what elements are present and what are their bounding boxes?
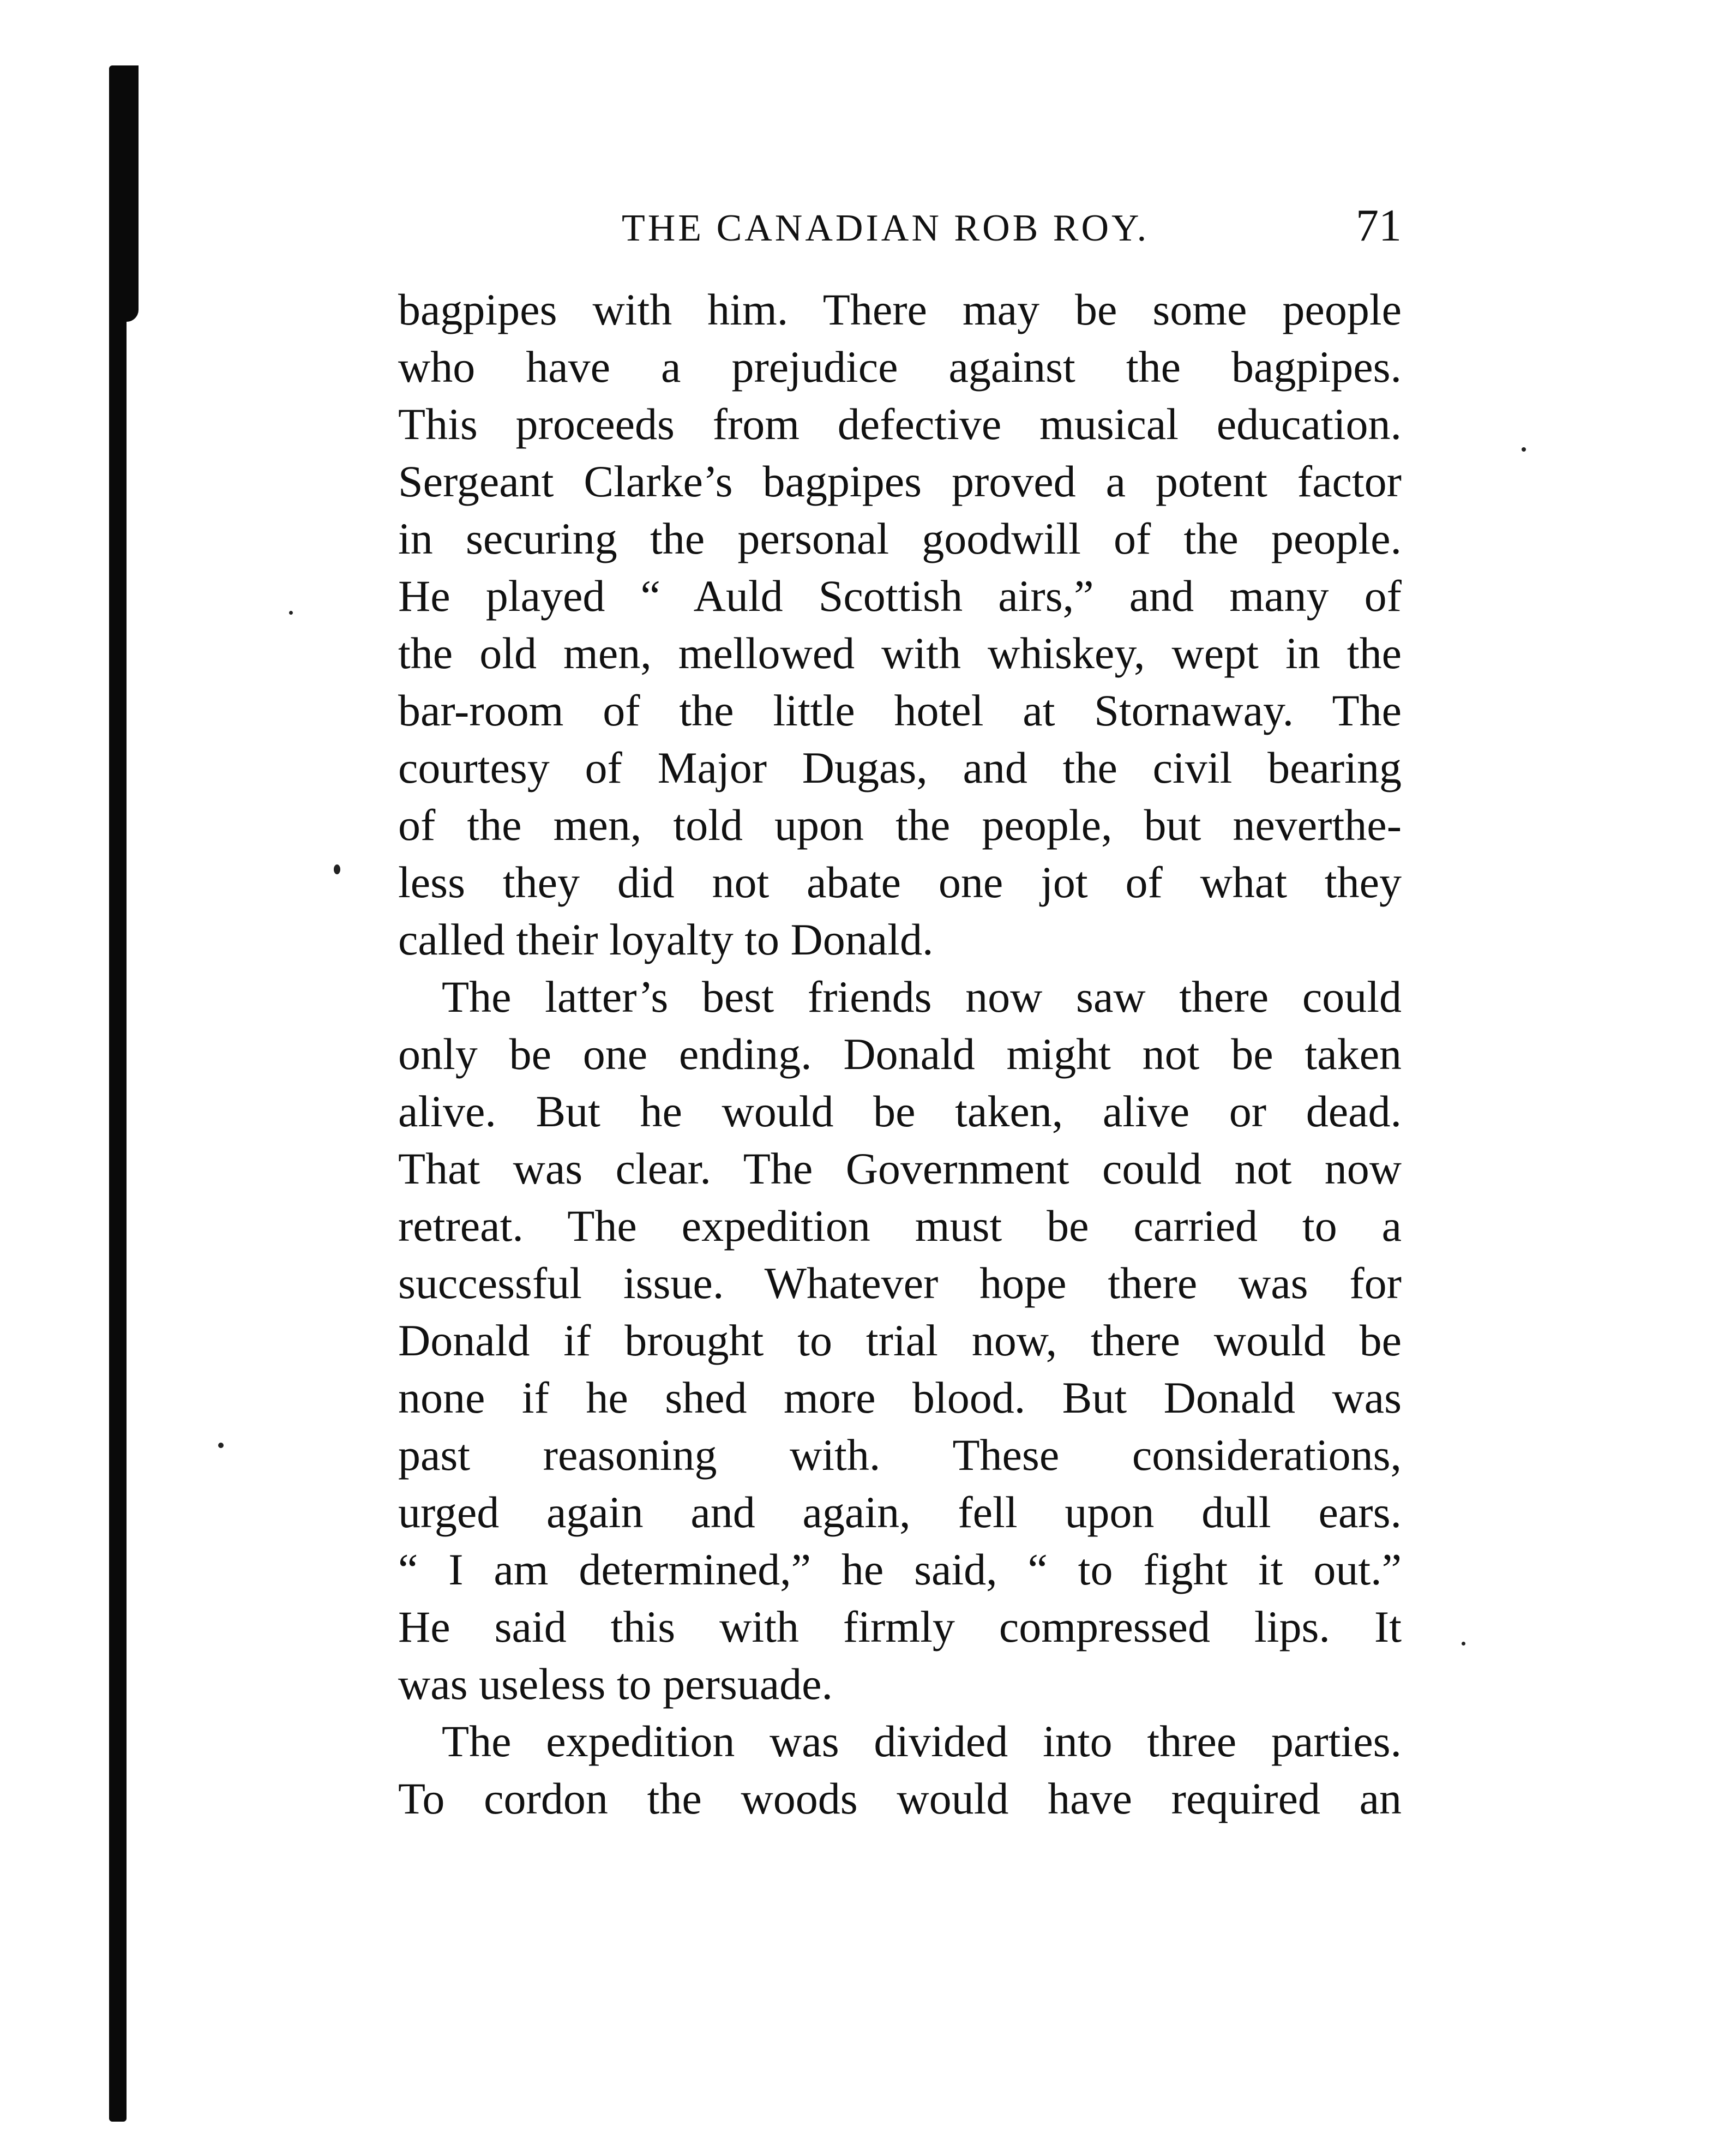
text-line: To cordon the woods would have required an	[398, 1774, 1402, 1823]
text-line: “ I am determined,” he said, “ to fight it out.”	[398, 1545, 1402, 1594]
paragraph	[398, 281, 1402, 968]
paragraph	[398, 1713, 1402, 1827]
text-line: Sergeant Clarke’s bagpipes proved a potent factor	[398, 457, 1402, 506]
text-line: was useless to persuade.	[398, 1659, 833, 1709]
text-line: The latter’s best friends now saw there could	[442, 972, 1402, 1022]
text-line: in securing the personal goodwill of the people.	[398, 514, 1402, 563]
running-title: THE CANADIAN ROB ROY.	[622, 207, 1150, 249]
scan-speck	[289, 611, 293, 615]
text-line: bagpipes with him. There may be some people	[398, 285, 1402, 334]
text-line: the old men, mellowed with whiskey, wept in the	[398, 628, 1402, 678]
text-line: called their loyalty to Donald.	[398, 915, 934, 964]
body-text	[398, 281, 1402, 1827]
scan-speck	[218, 1443, 224, 1448]
paragraph	[398, 968, 1402, 1713]
text-line: Donald if brought to trial now, there would be	[398, 1316, 1402, 1365]
text-line: He said this with firmly compressed lips. It	[398, 1602, 1402, 1651]
text-line: of the men, told upon the people, but neverthe-	[398, 800, 1402, 850]
text-line: retreat. The expedition must be carried to a	[398, 1201, 1402, 1251]
page-header	[589, 199, 1423, 259]
text-line: urged again and again, fell upon dull ears.	[398, 1487, 1402, 1537]
page-number: 71	[1356, 200, 1402, 251]
text-line: That was clear. The Government could not now	[398, 1144, 1402, 1193]
scan-speck	[334, 864, 340, 874]
text-line: successful issue. Whatever hope there was for	[398, 1258, 1402, 1308]
binding-edge	[109, 65, 127, 2122]
text-line: only be one ending. Donald might not be taken	[398, 1029, 1402, 1079]
text-line: This proceeds from defective musical education.	[398, 399, 1402, 449]
text-line: bar-room of the little hotel at Stornaway. The	[398, 686, 1402, 735]
text-line: past reasoning with. These considerations,	[398, 1430, 1402, 1480]
text-line: less they did not abate one jot of what they	[398, 857, 1402, 907]
text-line: none if he shed more blood. But Donald was	[398, 1373, 1402, 1422]
text-line: The expedition was divided into three parties.	[442, 1716, 1402, 1766]
text-line: who have a prejudice against the bagpipes.	[398, 342, 1402, 392]
scan-speck	[1462, 1642, 1465, 1645]
text-line: He played “ Auld Scottish airs,” and many of	[398, 571, 1402, 621]
scan-speck	[1522, 447, 1526, 452]
text-line: alive. But he would be taken, alive or dead.	[398, 1086, 1402, 1136]
text-line: courtesy of Major Dugas, and the civil bearing	[398, 743, 1402, 792]
